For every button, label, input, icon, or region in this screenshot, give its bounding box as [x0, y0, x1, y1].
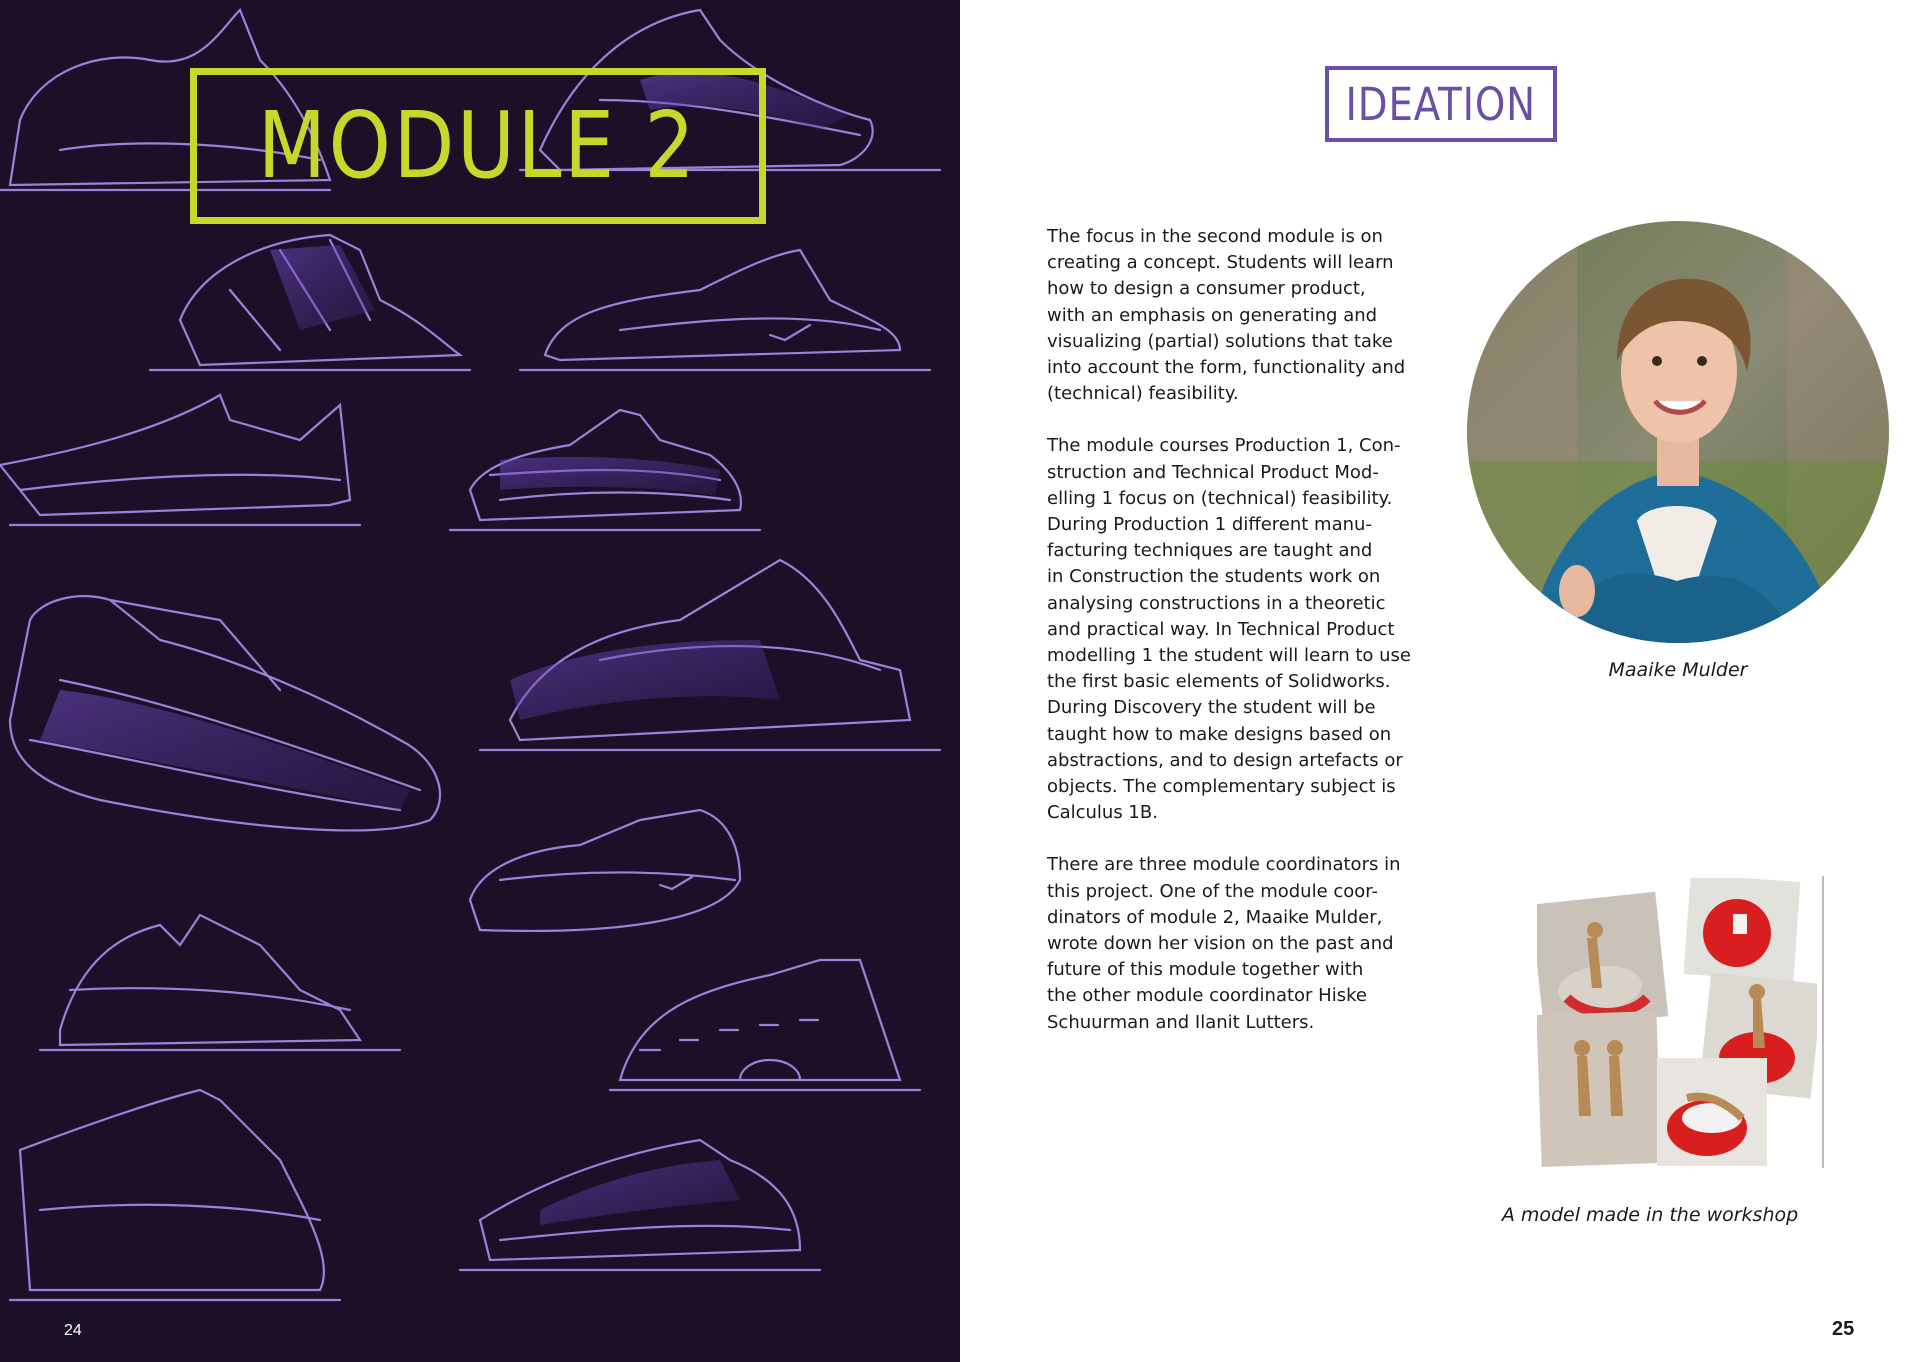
section-title-frame	[1325, 66, 1557, 142]
portrait-caption: Maaike Mulder	[1608, 659, 1748, 681]
portrait-photo	[1467, 221, 1889, 643]
workshop-collage-image	[1537, 878, 1817, 1168]
workshop-photo-collage	[1537, 878, 1817, 1168]
shoe-sketch	[610, 960, 920, 1090]
shoe-sketch	[520, 250, 930, 370]
collage-photo	[1537, 1011, 1662, 1167]
module-title-frame	[190, 68, 766, 224]
collage-caption: A model made in the workshop	[1501, 1204, 1799, 1226]
body-text	[1047, 224, 1447, 1062]
collage-divider	[1822, 876, 1824, 1168]
shoe-sketch	[10, 1090, 340, 1300]
collage-photo	[1657, 1058, 1767, 1166]
collage-photo	[1684, 878, 1801, 982]
shoe-sketch	[470, 810, 740, 931]
page-number-left: 24	[64, 1322, 82, 1339]
collage-photo	[1537, 892, 1668, 1029]
paragraph: The focus in the second module is on creating a concept. Students will learn how to design a consumer product, with an emphasis on generating and visualizing (partial) solutions that take into account the form, functionality and (technical) feasibility.	[1047, 226, 1406, 405]
paragraph: The module courses Production 1, Con- struction and Technical Product Mod- elling 1 focus on (technical) feasibility. During Production 1 different manu- facturing techniques are taught and in Construction the students work on analysing constructions in a theoretic and practical way. In Technical Product modelling 1 the student will learn to use the first basic elements of Solidworks. During Discovery the student will be taught how to make designs based on abstractions, and to design artefacts or objects. The complementary subject is Calculus 1B.	[1047, 435, 1411, 824]
portrait-image	[1467, 221, 1889, 643]
page-number-right: 25	[1832, 1318, 1855, 1340]
module-title: MODULE 2	[258, 92, 698, 199]
section-title: IDEATION	[1345, 77, 1537, 131]
shoe-sketch	[0, 395, 360, 525]
right-page	[960, 0, 1920, 1362]
paragraph: There are three module coordinators in this project. One of the module coor- dinators of module 2, Maaike Mulder, wrote down her vision on the past and future of this module together with the other module coordinator Hiske Schuurman and Ilanit Lutters.	[1047, 854, 1401, 1033]
shoe-sketch	[40, 915, 400, 1050]
